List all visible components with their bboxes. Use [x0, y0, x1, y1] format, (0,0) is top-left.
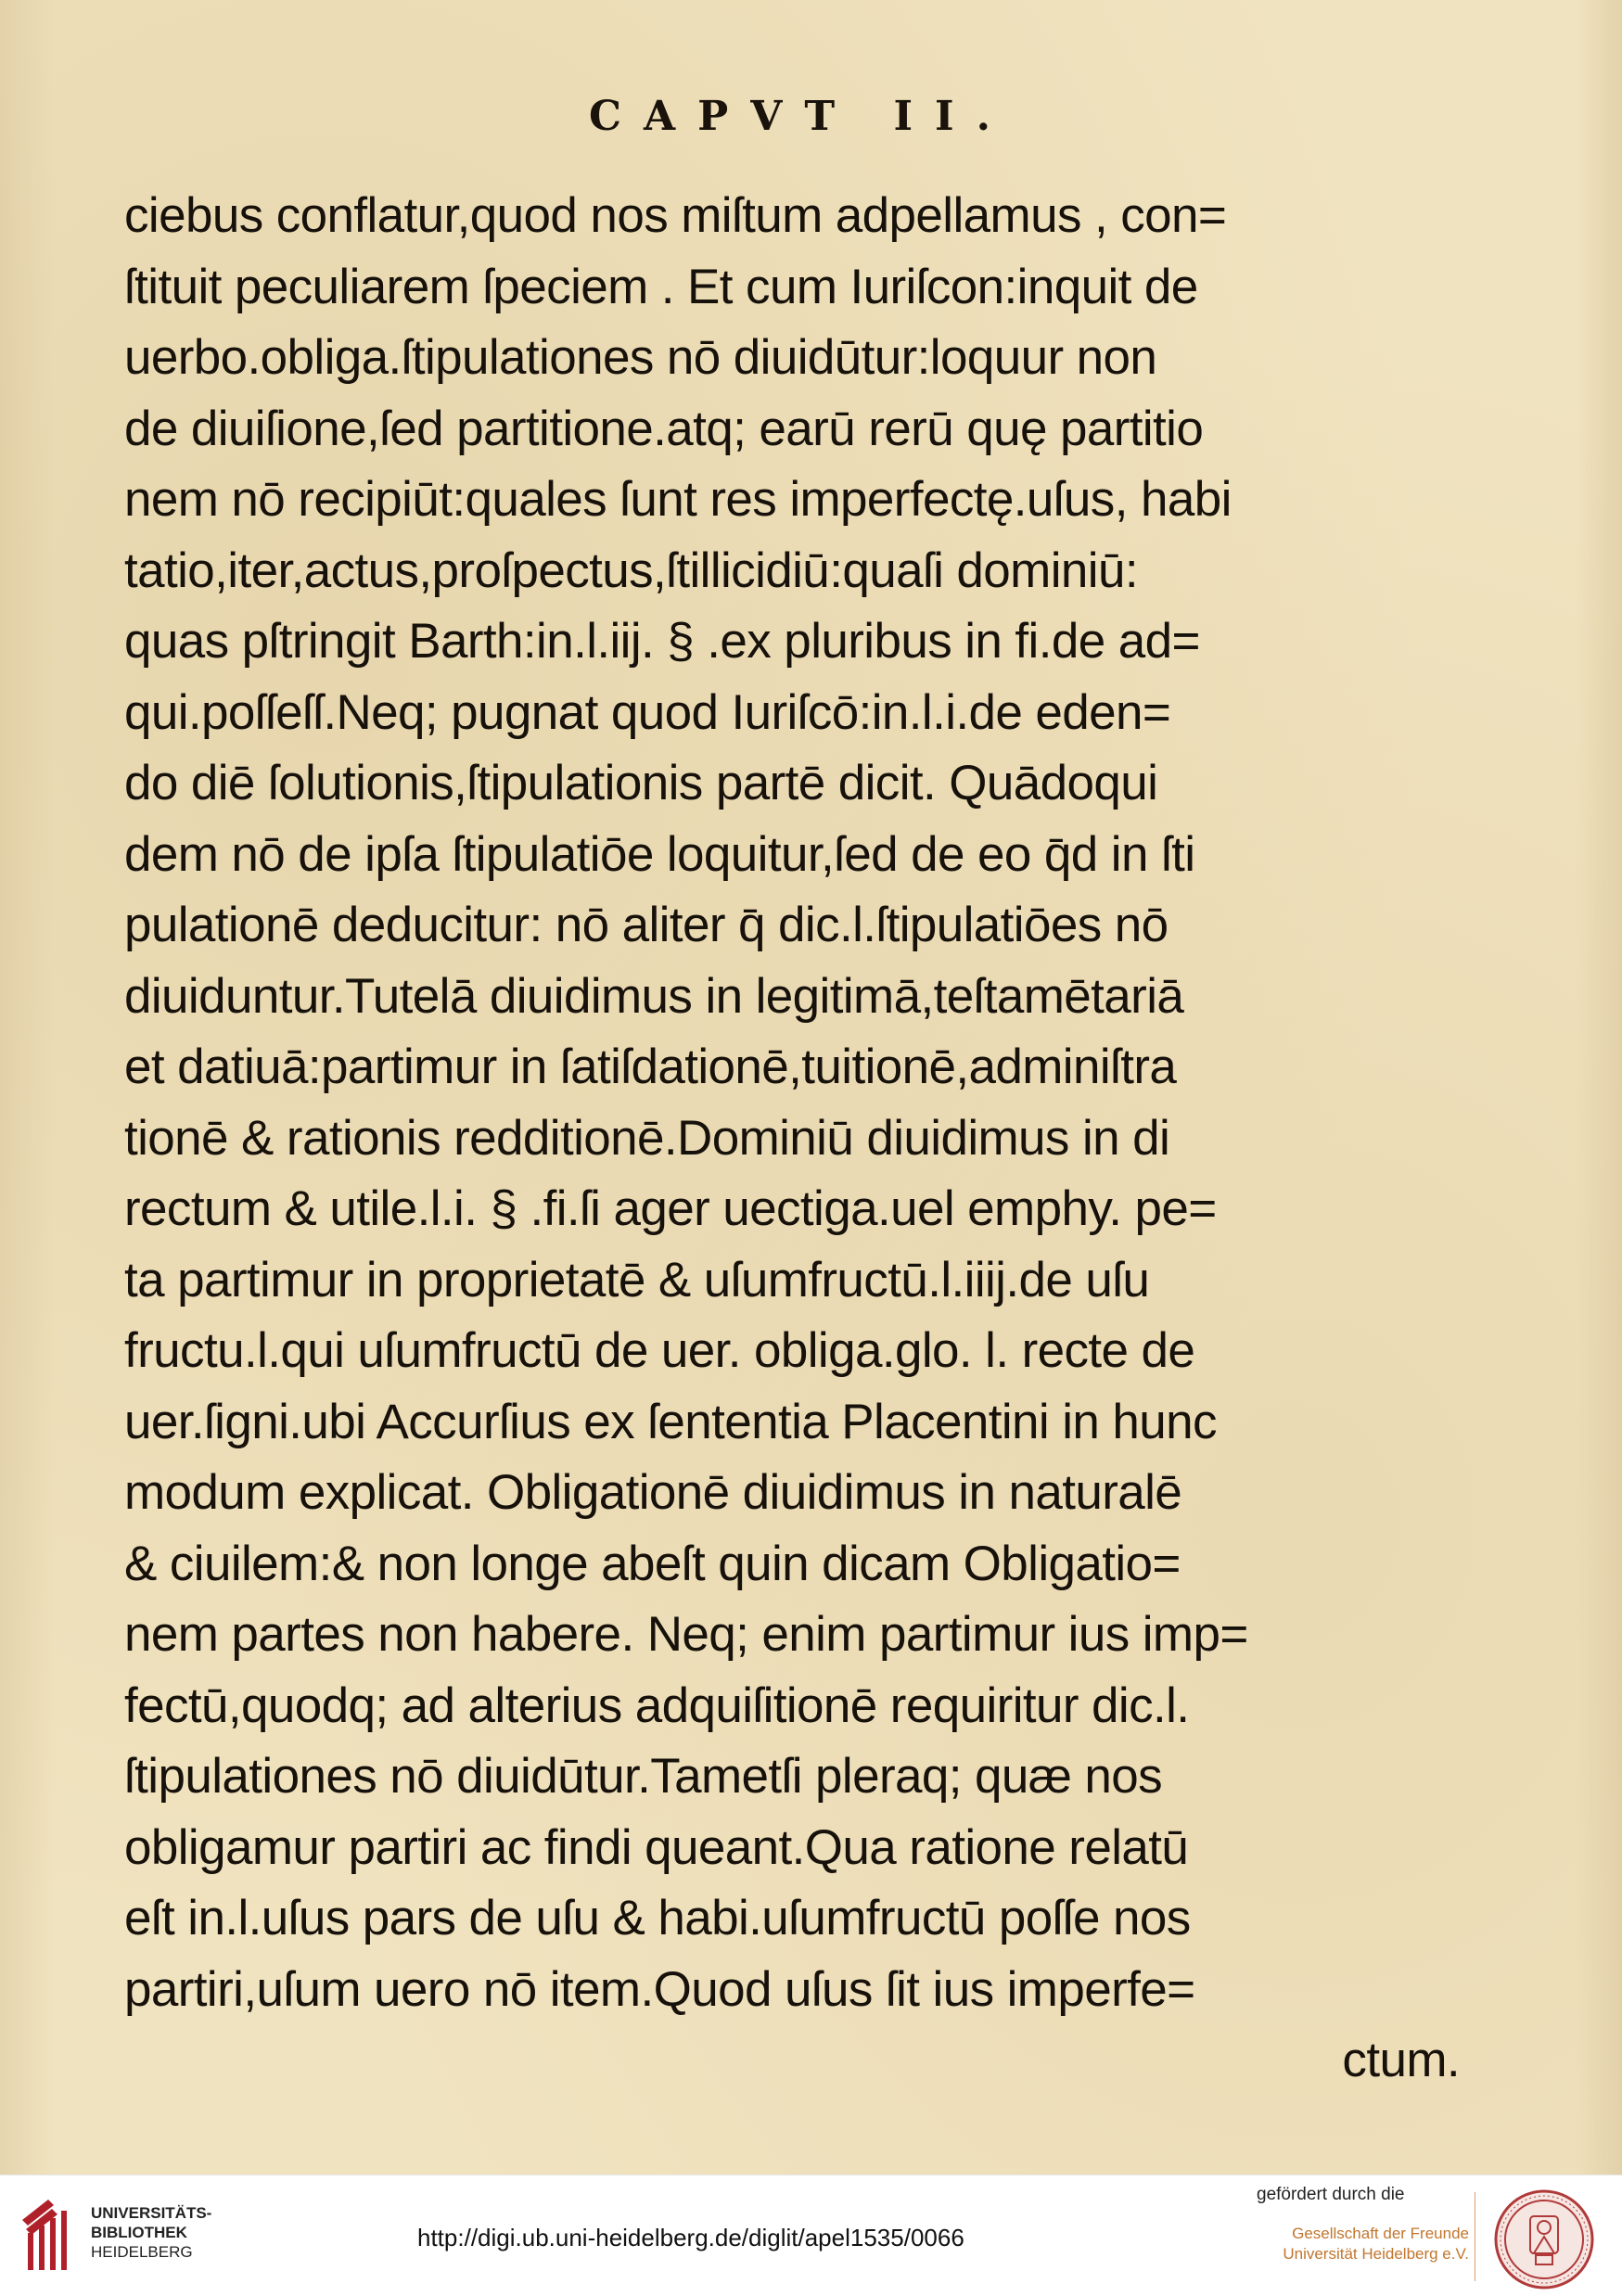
text-line: uer.ſigni.ubi Accurſius ex ſententia Placentini in hunc [124, 1394, 1217, 1449]
sponsor-name-line: Universität Heidelberg e.V. [1283, 2245, 1469, 2263]
text-line: partiri,uſum uero nō item.Quod uſus ſit ius imperfe= [124, 1961, 1195, 2017]
text-line: tatio,iter,actus,proſpectus,ſtillicidiū:quaſi dominiū: [124, 542, 1138, 598]
text-line: ciebus conflatur,quod nos miſtum adpellamus , con= [124, 188, 1227, 243]
text-line: tionē & rationis redditionē.Dominiū diuidimus in di [124, 1110, 1170, 1166]
library-name-line: HEIDELBERG [91, 2243, 193, 2261]
text-line: pulationē deducitur: nō aliter q̄ dic.l.ſtipulatiōes nō [124, 898, 1169, 952]
text-line: fructu.l.qui uſumfructū de uer. obliga.glo. l. recte de [124, 1323, 1195, 1378]
text-line: obligamur partiri ac findi queant.Qua ratione relatū [124, 1819, 1189, 1875]
text-line: rectum & utile.l.i. § .fi.ſi ager uectiga.uel emphy. pe= [124, 1181, 1217, 1236]
text-line: nem partes non habere. Neq; enim partimur ius imp= [124, 1607, 1248, 1662]
permalink-url[interactable]: http://digi.ub.uni-heidelberg.de/diglit/apel1535/0066 [417, 2224, 964, 2251]
text-line-final: ctum. [1342, 2033, 1460, 2087]
sponsor-name-line: Gesellschaft der Freunde [1292, 2225, 1469, 2242]
footer-bar [0, 2175, 1622, 2296]
text-line: eſt in.l.uſus pars de uſu & habi.uſumfructū poſſe nos [124, 1891, 1191, 1945]
body-text [124, 181, 1497, 2097]
university-seal-icon[interactable] [1493, 2188, 1595, 2290]
text-line: do diē ſolutionis,ſtipulationis partē dicit. Quādoqui [124, 756, 1158, 810]
sponsor-name[interactable] [1283, 2224, 1469, 2264]
text-line: diuiduntur.Tutelā diuidimus in legitimā,teſtamētariā [124, 968, 1184, 1024]
text-line: uerbo.obliga.ſtipulationes nō diuidūtur:loquur non [124, 330, 1157, 385]
text-line: ſtipulationes nō diuidūtur.Tametſi pleraq; quæ nos [124, 1749, 1163, 1804]
library-name-line: UNIVERSITÄTS- [91, 2204, 212, 2222]
text-line: de diuiſione,ſed partitione.atq; earū rerū quę partitio [124, 401, 1204, 456]
text-line: nem nō recipiūt:quales ſunt res imperfectę.uſus, habi [124, 472, 1232, 527]
sponsor-caption: gefördert durch die [1257, 2185, 1405, 2204]
page-header: CAPVT II. [589, 93, 1013, 140]
library-name-line: BIBLIOTHEK [91, 2224, 187, 2241]
text-line: dem nō de ipſa ſtipulatiōe loquitur,ſed de eo q̄d in ſti [124, 826, 1195, 882]
text-line: fectū,quodq; ad alterius adquiſitionē requiritur dic.l. [124, 1677, 1190, 1733]
text-line: modum explicat. Obligationē diuidimus in naturalē [124, 1465, 1182, 1520]
text-line: ta partimur in proprietatē & uſumfructū.l.iiij.de uſu [124, 1252, 1150, 1307]
library-name[interactable] [91, 2203, 211, 2262]
text-line: et datiuā:partimur in ſatiſdationē,tuitionē,adminiſtra [124, 1040, 1177, 1094]
library-logo-icon[interactable] [17, 2192, 74, 2276]
text-line: & ciuilem:& non longe abeſt quin dicam Obligatio= [124, 1536, 1181, 1591]
text-line: ſtituit peculiarem ſpeciem . Et cum Iuriſcon:inquit de [124, 259, 1198, 314]
text-line: qui.poſſeſſ.Neq; pugnat quod Iuriſcō:in.l.i.de eden= [124, 684, 1171, 740]
text-line: quas pſtringit Barth:in.l.iij. § .ex pluribus in fi.de ad= [124, 614, 1200, 669]
